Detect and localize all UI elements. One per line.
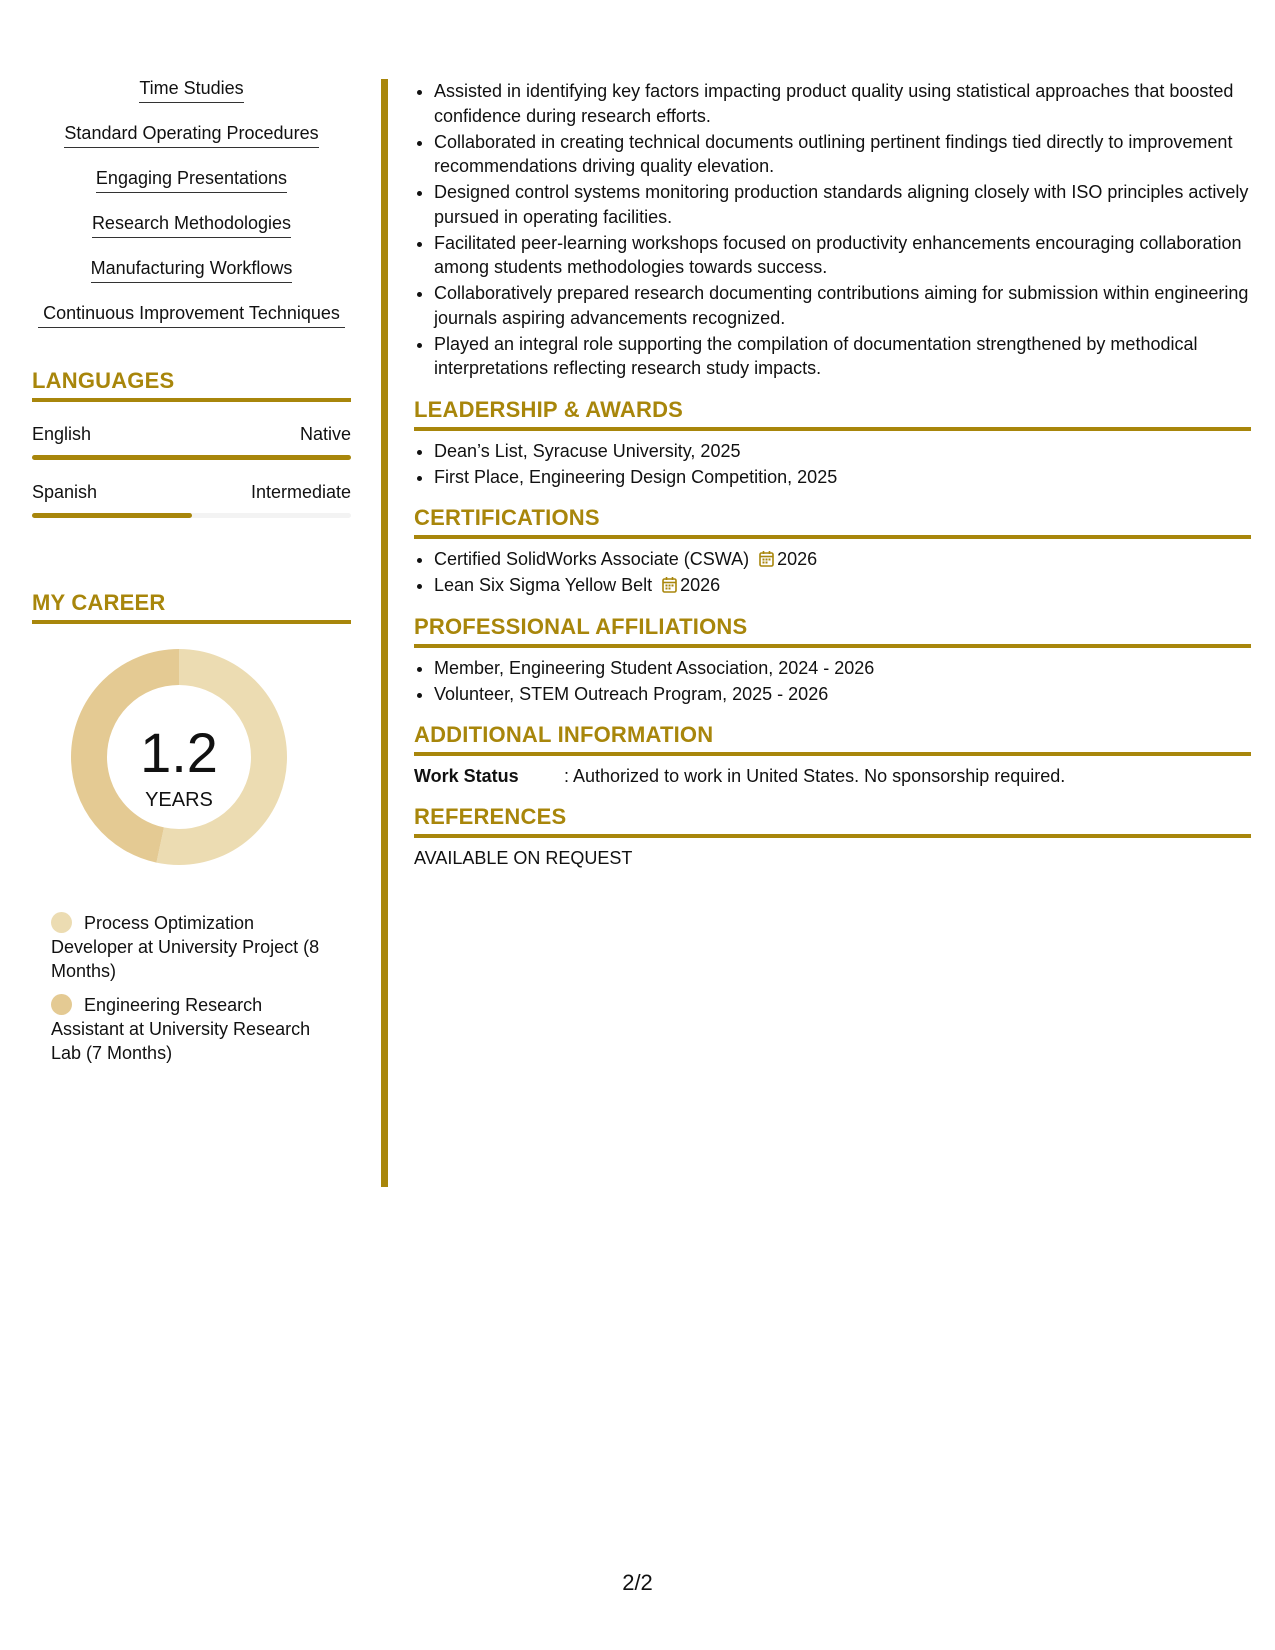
experience-bullet: • Facilitated peer-learning workshops focused on productivity enhancements encouraging collaboration among students methodologies towards success. [434,231,1251,280]
experience-bullet: • Designed control systems monitoring production standards aligning closely with ISO principles actively pursued in operating facilities. [434,180,1251,229]
references-heading: REFERENCES [414,804,1251,838]
right-column [414,79,1251,870]
legend-dot [51,994,72,1015]
language-proficiency-bar [32,455,351,460]
language-name: Spanish [32,482,98,502]
skill-item: Engaging Presentations [32,166,351,193]
career-donut-chart [32,624,351,906]
language-level: Intermediate [250,482,351,502]
references-text: AVAILABLE ON REQUEST [414,848,633,868]
column-divider [381,79,388,1187]
leadership-section [414,397,1251,490]
career-legend-item: Engineering Research Assistant at University Research Lab (7 Months) [51,995,311,1063]
additional-info-heading: ADDITIONAL INFORMATION [414,722,1251,756]
calendar-icon [759,550,774,567]
language-item [32,424,351,460]
experience-bullets [414,79,1251,381]
certifications-heading: CERTIFICATIONS [414,505,1251,539]
skill-item: Research Methodologies [32,211,351,238]
work-status-label: Work Status [414,766,519,786]
award-item: • First Place, Engineering Design Competition, 2025 [434,465,1251,490]
language-proficiency-fill [32,513,192,518]
references-section [414,804,1251,870]
language-proficiency-bar [32,513,351,518]
language-name: English [32,424,92,444]
calendar-icon [662,576,677,593]
career-legend-item: Process Optimization Developer at University Project (8 Months) [51,913,320,981]
additional-info-section [414,722,1251,788]
experience-bullet: • Collaborated in creating technical documents outlining pertinent findings tied directly to improvement recommendations driving quality elevation. [434,130,1251,179]
left-column [32,76,351,1075]
legend-dot [51,912,72,933]
career-section [32,590,351,1065]
language-level: Native [299,424,351,444]
leadership-heading: LEADERSHIP & AWARDS [414,397,1251,431]
career-heading: MY CAREER [32,590,351,624]
award-item: • Dean’s List, Syracuse University, 2025 [434,439,1251,464]
skill-item: Manufacturing Workflows [32,256,351,283]
language-proficiency-fill [32,455,351,460]
affiliations-heading: PROFESSIONAL AFFILIATIONS [414,614,1251,648]
experience-bullet: • Played an integral role supporting the compilation of documentation strengthened by methodical interpretations reflecting research study impacts. [434,332,1251,381]
certification-item: • Lean Six Sigma Yellow Belt 2026 [434,573,1251,598]
languages-section [32,368,351,518]
skill-item: Time Studies [32,76,351,103]
language-item [32,482,351,518]
career-unit: YEARS [145,789,213,811]
career-legend [32,911,331,1065]
certifications-section [414,505,1251,598]
skill-item: Standard Operating Procedures [32,121,351,148]
languages-heading: LANGUAGES [32,368,351,402]
certification-item: • Certified SolidWorks Associate (CSWA) 2026 [434,547,1251,572]
page-number: 2/2 [622,1570,653,1595]
affiliation-item: • Member, Engineering Student Association, 2024 - 2026 [434,656,1251,681]
affiliations-section [414,614,1251,707]
experience-bullet: • Collaboratively prepared research documenting contributions aiming for submission within engineering journals aspiring advancements recognized. [434,281,1251,330]
affiliation-item: • Volunteer, STEM Outreach Program, 2025 - 2026 [434,682,1251,707]
skills-list [32,76,351,328]
skill-item: Continuous Improvement Techniques [32,301,351,328]
career-total: 1.2 [140,721,218,784]
work-status-value: : Authorized to work in United States. No sponsorship required. [564,766,1066,786]
experience-bullet: • Assisted in identifying key factors impacting product quality using statistical approaches that boosted confidence during research efforts. [434,79,1251,128]
